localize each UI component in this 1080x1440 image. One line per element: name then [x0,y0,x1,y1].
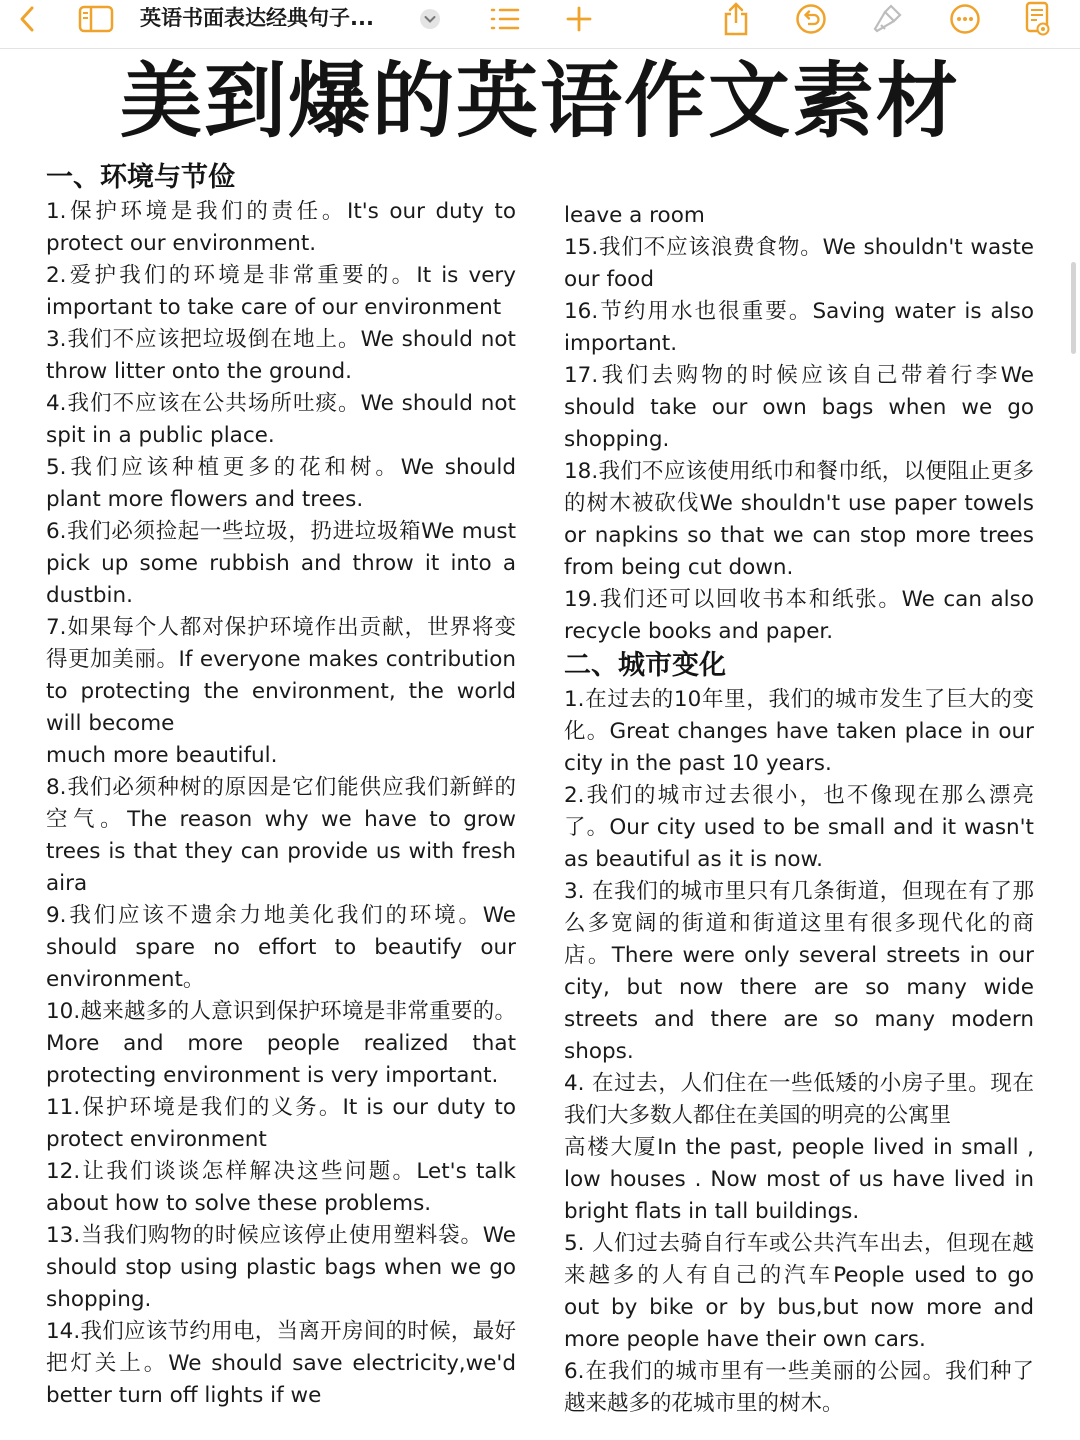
list-item: 15.我们不应该浪费食物。We shouldn't waste our food [564,235,1034,292]
undo-icon[interactable] [794,0,828,38]
title-dropdown-icon[interactable] [418,0,442,38]
list-item: leave a room [564,203,705,228]
list-item: 1.保护环境是我们的责任。It's our duty to protect our environment. [46,199,516,256]
add-icon[interactable] [564,0,594,38]
list-item: 4. 在过去，人们住在一些低矮的小房子里。现在我们大多数人都住在美国的明亮的公寓里 [564,1071,1034,1128]
section-title-environment: 一、环境与节俭 [46,162,235,193]
top-toolbar [0,0,1080,49]
format-brush-icon[interactable] [870,0,904,38]
list-item: 16.节约用水也很重要。Saving water is also important. [564,299,1034,356]
list-item: 9.我们应该不遗余力地美化我们的环境。We should spare no effort to beautify our environment。 [46,903,516,992]
more-icon[interactable] [948,0,982,38]
list-item: 6.我们必须捡起一些垃圾，扔进垃圾箱We must pick up some rubbish and throw it into a dustbin. [46,519,516,608]
share-icon[interactable] [720,0,752,38]
list-item: 8.我们必须种树的原因是它们能供应我们新鲜的空气。The reason why we have to grow trees is that they can provide us with fresh aira [46,775,516,896]
list-item: 19.我们还可以回收书本和纸张。We can also recycle books and paper. [564,587,1034,644]
list-item: 5. 人们过去骑自行车或公共汽车出去，但现在越来越多的人有自己的汽车People used to go out by bike or by bus,but now more and more people have their own cars. [564,1231,1034,1352]
list-icon[interactable] [488,0,522,38]
section-title-city-changes: 二、城市变化 [564,650,726,681]
list-item: much more beautiful. [46,743,278,768]
document-title[interactable]: 英语书面表达经典句子... [140,6,374,30]
sidebar-icon[interactable] [76,0,116,38]
back-chevron-icon[interactable] [10,0,44,38]
list-item: 13.当我们购物的时候应该停止使用塑料袋。We should stop using plastic bags when we go shopping. [46,1223,516,1312]
list-item: 5.我们应该种植更多的花和树。We should plant more flowers and trees. [46,455,516,512]
list-item: 3.我们不应该把垃圾倒在地上。We should not throw litter onto the ground. [46,327,516,384]
reader-view-icon[interactable] [1022,0,1054,38]
list-item: 7.如果每个人都对保护环境作出贡献，世界将变得更加美丽。If everyone makes contribution to protecting the environment, the world will become [46,615,516,736]
scrollbar-thumb[interactable] [1071,262,1076,354]
list-item: 1.在过去的10年里，我们的城市发生了巨大的变化。Great changes have taken place in our city in the past 10 years. [564,687,1034,776]
list-item: 12.让我们谈谈怎样解决这些问题。Let's talk about how to solve these problems. [46,1159,516,1216]
list-item: 4.我们不应该在公共场所吐痰。We should not spit in a public place. [46,391,516,448]
list-item: 高楼大厦In the past, people lived in small , low houses . Now most of us have lived in bright flats in tall buildings. [564,1135,1034,1224]
left-column [46,160,516,1412]
list-item: 18.我们不应该使用纸巾和餐巾纸，以便阻止更多的树木被砍伐We shouldn't use paper towels or napkins so that we can stop more trees from being cut down. [564,459,1034,580]
list-item: 3. 在我们的城市里只有几条街道，但现在有了那么多宽阔的街道和街道这里有很多现代化的商店。There were only several streets in our city, but now there are so many wide streets and there are so many modern shops. [564,879,1034,1064]
list-item: 6.在我们的城市里有一些美丽的公园。我们种了越来越多的花城市里的树木。 [564,1359,1034,1416]
list-item: 11.保护环境是我们的义务。It is our duty to protect environment [46,1095,516,1152]
list-item: 10.越来越多的人意识到保护环境是非常重要的。More and more people realized that protecting environment is very important. [46,999,516,1088]
list-item: 14.我们应该节约用电，当离开房间的时候，最好把灯关上。We should save electricity,we'd better turn off lights if we [46,1319,516,1408]
right-column [564,200,1034,1420]
list-item: 2.爱护我们的环境是非常重要的。It is very important to take care of our environment [46,263,516,320]
page-title: 美到爆的英语作文素材 [119,54,960,149]
list-item: 2.我们的城市过去很小，也不像现在那么漂亮了。Our city used to be small and it wasn't as beautiful as it is now. [564,783,1034,872]
list-item: 17.我们去购物的时候应该自己带着行李We should take our own bags when we go shopping. [564,363,1034,452]
